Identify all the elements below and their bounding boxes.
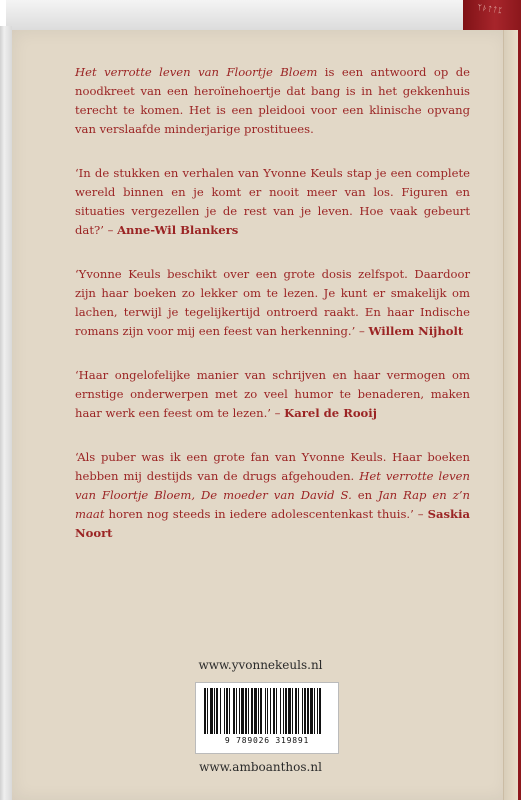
quote-text: ‘Haar ongelofelijke manier van schrijven en haar vermogen om ernstige onderwerpen met zo veel humor te benaderen, maken haar werk een feest om te lezen.’ – (75, 368, 470, 420)
quote-author: Saskia Noort (75, 507, 470, 540)
barcode-icon (202, 688, 332, 734)
blurb-paragraph (75, 63, 470, 139)
blurb-text: is een antwoord op de noodkreet van een heroïnehoertje dat bang is in het gekkenhuis terecht te komen. Het is een pleidooi voor een klinische opvang van verslaafde minderjarige prostituees. (75, 65, 470, 136)
quote-author: Willem Nijholt (368, 324, 464, 338)
spine-lettering: ᛉᚦᛏᛏᛈ (476, 3, 504, 16)
quote-text: en (351, 488, 379, 502)
review-quote-1 (75, 164, 470, 240)
quote-author: Anne-Wil Blankers (117, 223, 239, 237)
quote-text: ‘In de stukken en verhalen van Yvonne Keuls stap je een complete wereld binnen en je komt er nooit meer van los. Figuren en situaties vergezellen je de rest van je leven. Hoe vaak gebeurt dat?’ – (75, 166, 470, 237)
quote-author: Karel de Rooij (284, 406, 377, 420)
quote-text: horen nog steeds in iedere adolescentenkast thuis.’ – (104, 507, 428, 521)
review-quote-2 (75, 265, 470, 341)
quote-text: ‘Yvonne Keuls beschikt over een grote dosis zelfspot. Daardoor zijn haar boeken zo lekker om te lezen. Je kunt er smakelijk om lachen, terwijl je tegelijkertijd ontroerd raakt. En haar Indische romans zijn voor mij een feest van herkenning.’ – (75, 267, 470, 338)
book-left-pages (0, 26, 12, 800)
isbn-barcode (195, 682, 339, 754)
review-quote-3 (75, 366, 470, 423)
publisher-website: www.amboanthos.nl (199, 760, 322, 774)
review-quote-4 (75, 448, 470, 543)
isbn-number: 9 789026 319891 (224, 736, 310, 745)
book-title: Het verrotte leven van Floortje Bloem, De moeder van David S. (75, 469, 470, 502)
book-title: Het verrotte leven van Floortje Bloem (75, 65, 318, 79)
back-cover-text (75, 63, 470, 568)
author-website: www.yvonnekeuls.nl (198, 658, 323, 672)
book-title: Jan Rap en z’n maat (75, 488, 470, 521)
quote-text: ‘Als puber was ik een grote fan van Yvonne Keuls. Haar boeken hebben mij destijds van de drugs afgehouden. (75, 450, 470, 483)
cover-fold (503, 30, 518, 800)
